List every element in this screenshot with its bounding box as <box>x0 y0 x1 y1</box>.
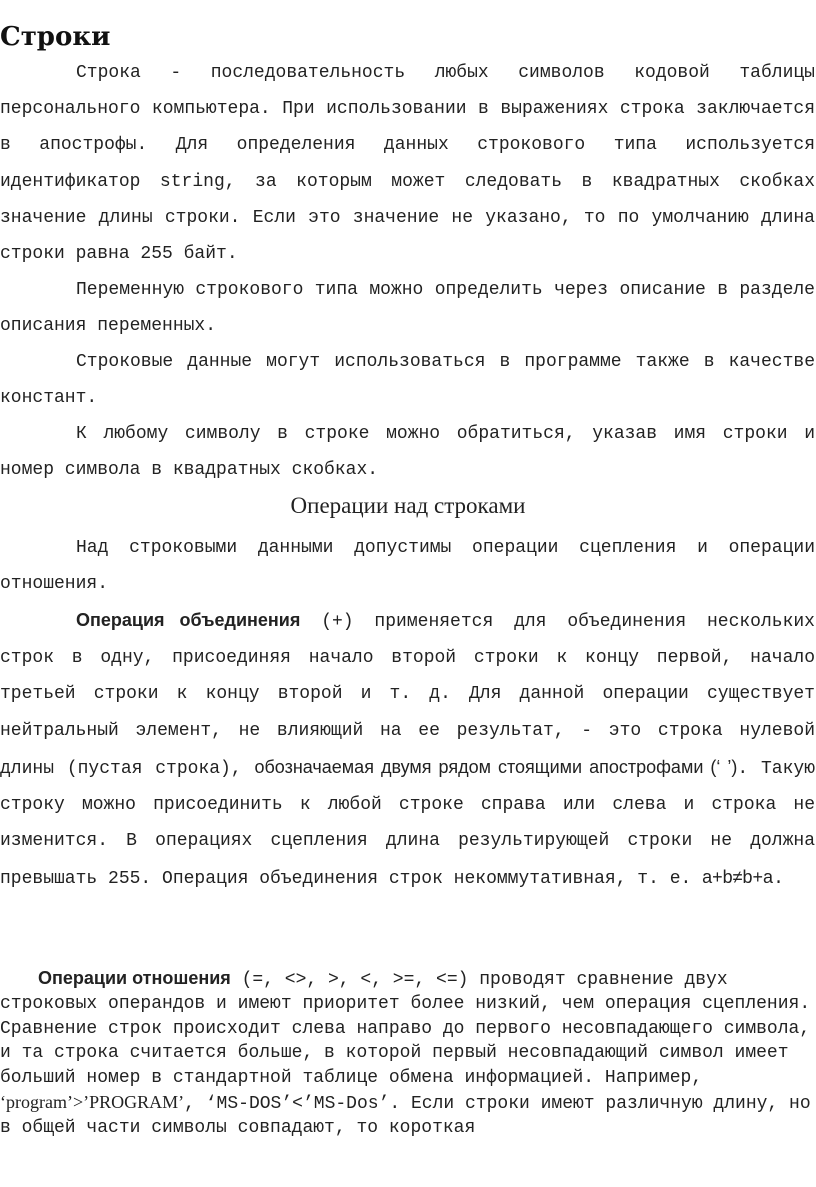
relations-text-a: (=, <>, >, <, >=, <=) проводят сравнение двух строковых операндов и имеют приоритет более низкий, чем операция сцепления. Сравнение строк происходит слева направо до первого несовпадающего символа, и та строка считается больше, в которой первый несовпадающий символ имеет больший номер в стандартной таблице обмена информацией. Например, <box>0 970 811 1088</box>
page-title: Строки <box>0 22 111 52</box>
concatenation-text-a: (+) применяется для объединения нескольких строк в одну, присоединяя начало второй строки к концу первой, начало третьей строки к концу второй и т. д. Для данной операции существует нейтральный элемент, не влияющий на ее результат, - это строка нулевой длины (пустая строка), <box>0 612 815 779</box>
term-concatenation: Операция объединения <box>76 610 301 630</box>
section-heading: Операции над строками <box>290 493 526 518</box>
paragraph-string-index: К любому символу в строке можно обратиться, указав имя строки и номер символа в квадратных скобках. <box>0 424 815 481</box>
relations-example: ‘program’>’PROGRAM’ <box>0 1092 185 1113</box>
term-relations: Операции отношения <box>38 968 231 988</box>
concatenation-text-e: . <box>773 869 784 890</box>
relations-text-c: , ‘MS-DOS’<’MS-Dos’. Если строки имеют различную длину, но в общей части символы совпадают, то короткая <box>0 1094 811 1139</box>
paragraph-operations-intro: Над строковыми данными допустимы операции сцепления и операции отношения. <box>0 538 815 595</box>
paragraph-string-definition: Строка - последовательность любых символов кодовой таблицы персонального компьютера. При использовании в выражениях строка заключается в апострофы. Для определения данных строкового типа используется идентификатор string, за которым может следовать в квадратных скобках значение длины строки. Если это значение не указано, то по умолчанию длина строки равна 255 байт. <box>0 63 815 265</box>
paragraph-string-variable: Переменную строкового типа можно определить через описание в разделе описания переменных. <box>0 280 815 337</box>
concatenation-text-c: . Такую строку можно присоединить к любой строке справа или слева и строка не изменится. В операциях сцепления длина результирующей строки не должна превышать 255. Операция объединения строк некоммутативная, т. е. <box>0 758 815 890</box>
concatenation-formula: a+b≠b+a <box>702 867 774 888</box>
paragraph-string-constants: Строковые данные могут использоваться в программе также в качестве констант. <box>0 352 815 409</box>
paragraph-concatenation <box>0 602 815 898</box>
concatenation-text-b: обозначаемая двумя рядом стоящими апострофами (‘ ’) <box>254 756 738 777</box>
paragraph-relations <box>0 966 812 1141</box>
